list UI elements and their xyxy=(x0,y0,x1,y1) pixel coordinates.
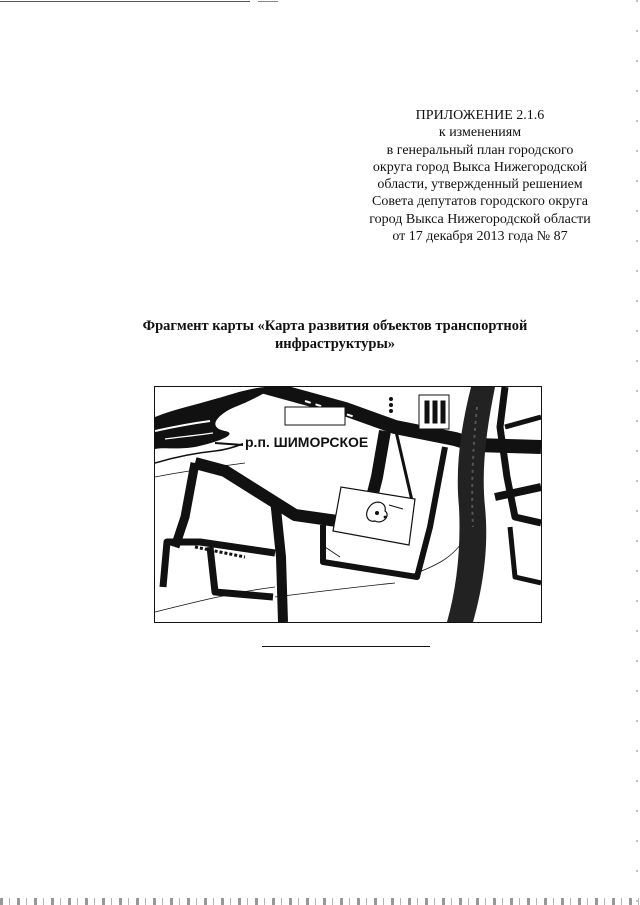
appendix-title: ПРИЛОЖЕНИЕ 2.1.6 xyxy=(415,108,545,123)
scan-bottom-edge xyxy=(0,898,640,905)
river-east xyxy=(447,387,495,622)
title-line-2: инфраструктуры» xyxy=(274,335,396,352)
end-rule xyxy=(262,646,430,647)
appendix-line: в генеральный план городского xyxy=(386,142,574,158)
scan-right-edge xyxy=(636,0,638,905)
contour-lines xyxy=(155,463,465,612)
appendix-line: области, утвержденный решением xyxy=(377,177,583,193)
document-title xyxy=(120,318,550,353)
settlement-label: р.п. ШИМОРСКОЕ xyxy=(245,434,369,450)
east-roads xyxy=(495,387,541,583)
appendix-line: округа город Выкса Нижегородской xyxy=(372,159,588,175)
appendix-line: к изменениям xyxy=(438,125,522,141)
appendix-block xyxy=(330,107,630,245)
river-bank-north xyxy=(155,387,275,463)
central-block xyxy=(333,487,415,545)
appendix-date-line: от 17 декабря 2013 года № 87 xyxy=(392,229,568,245)
scan-top-edge xyxy=(0,0,640,3)
settlement-label-group xyxy=(215,433,371,450)
appendix-line: Совета депутатов городского округа xyxy=(372,194,588,210)
appendix-line: город Выкса Нижегородской области xyxy=(369,211,591,227)
title-line-1: Фрагмент карты «Карта развития объектов транспортной xyxy=(142,318,528,334)
map-fragment xyxy=(154,386,542,623)
